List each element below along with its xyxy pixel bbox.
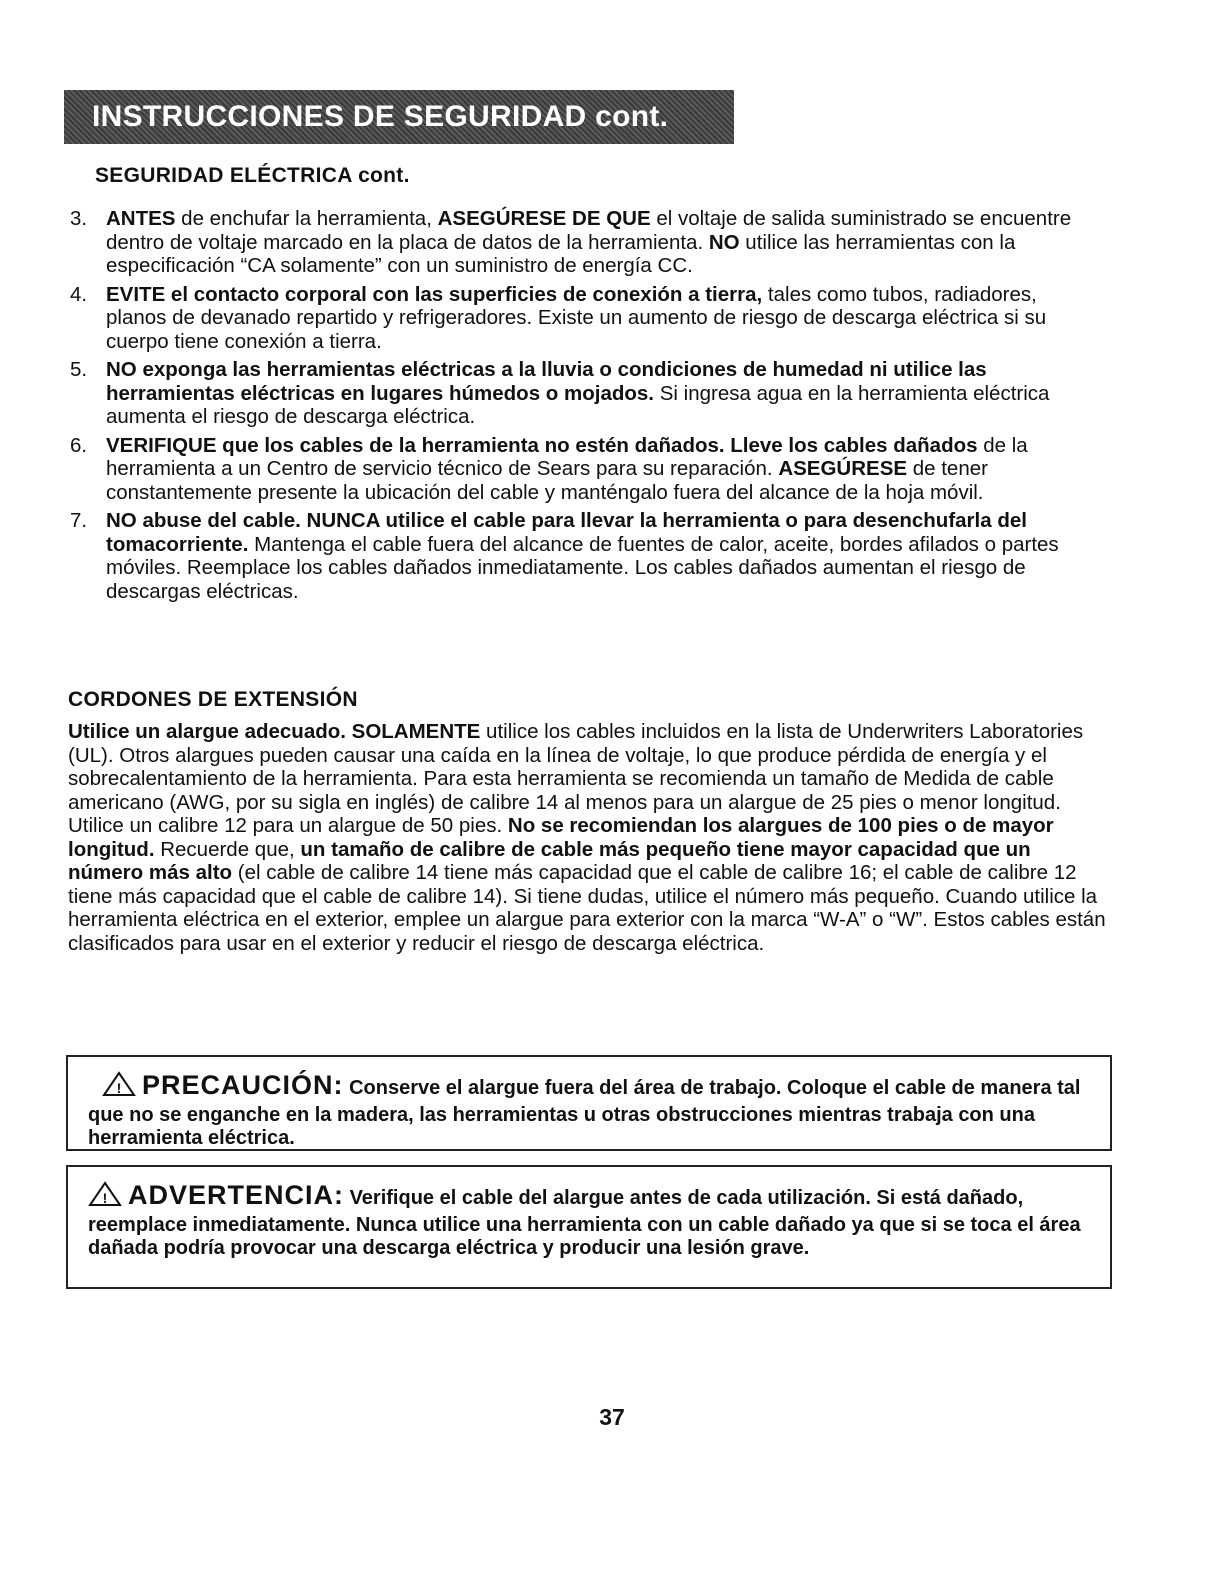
item-number: 3. bbox=[70, 207, 88, 230]
warning-text: Verifique el cable del alargue antes de cada utilización. Si está dañado, reemplace inmediatamente. Nunca utilice una herramienta con un cable dañado ya que si se toca el área dañada podría provocar una descarga eléctrica y producir una lesión grave. bbox=[88, 1187, 1081, 1259]
item-number: 5. bbox=[70, 358, 88, 381]
para-bold: Utilice un alargue adecuado. SOLAMENTE bbox=[68, 720, 481, 743]
list-item bbox=[70, 358, 1100, 429]
warning-label: ADVERTENCIA: bbox=[128, 1180, 345, 1210]
para-text: utilice los cables incluidos en la lista de Underwriters Laboratories (UL). Otros alargues pueden causar una caída en la línea de voltaje, lo que produce pérdida de energía y el sobrecalentamiento de la herramienta. Para esta herramienta se recomienda un tamaño de Medida de cable americano (AWG, por su sigla en inglés) de calibre 14 al menos para un alargue de 25 pies o menor longitud. Utilice un calibre 12 para un alargue de 50 pies. bbox=[68, 720, 1084, 837]
svg-text:!: ! bbox=[102, 1190, 108, 1206]
item-number: 7. bbox=[70, 509, 88, 532]
list-item bbox=[70, 207, 1100, 278]
svg-text:!: ! bbox=[116, 1080, 122, 1096]
para-text: (el cable de calibre 14 tiene más capacidad que el cable de calibre 16; el cable de calibre 12 tiene más capacidad que el cable de calibre 14). Si tiene dudas, utilice el número más pequeño. Cuando utilice la herramienta eléctrica en el exterior, emplee un alargue para exterior con la marca “W-A” o “W”. Estos cables están clasificados para usar en el exterior y reducir el riesgo de descarga eléctrica. bbox=[68, 861, 1106, 955]
item-text: Si ingresa agua en la herramienta eléctrica aumenta el riesgo de descarga eléctrica. bbox=[106, 381, 1050, 428]
item-text: tales como tubos, radiadores, planos de devanado repartido y refrigeradores. Existe un aumento de riesgo de descarga eléctrica si su cuerpo tiene conexión a tierra. bbox=[106, 282, 1047, 353]
extension-cords-heading: CORDONES DE EXTENSIÓN bbox=[68, 688, 358, 711]
item-text: Mantenga el cable fuera del alcance de fuentes de calor, aceite, bordes afilados o partes móviles. Reemplace los cables dañados inmediatamente. Los cables dañados aumentan el riesgo de descargas eléctricas. bbox=[106, 532, 1059, 603]
item-number: 6. bbox=[70, 433, 88, 457]
item-bold: ANTES bbox=[106, 207, 176, 230]
item-bold: NO exponga las herramientas eléctricas a la lluvia o condiciones de humedad ni utilice las herramientas eléctricas en lugares húmedos o mojados. bbox=[106, 358, 987, 405]
electrical-safety-heading: SEGURIDAD ELÉCTRICA cont. bbox=[95, 164, 410, 187]
item-bold: VERIFIQUE que los cables de la herramienta no estén dañados. Lleve los cables dañados bbox=[106, 433, 978, 457]
list-item bbox=[70, 434, 1100, 505]
para-bold: un tamaño de calibre de cable más pequeño tiene mayor capacidad que un número más alto bbox=[68, 837, 1031, 884]
item-text: el voltaje de salida suministrado se encuentre dentro de voltaje marcado en la placa de datos de la herramienta. bbox=[106, 207, 1072, 254]
item-text: de la herramienta a un Centro de servicio técnico de Sears para su reparación. bbox=[106, 433, 1028, 480]
item-bold: ASEGÚRESE DE QUE bbox=[437, 207, 651, 230]
extension-cords-paragraph bbox=[68, 720, 1108, 955]
para-text: Recuerde que, bbox=[154, 837, 301, 861]
para-bold: No se recomiendan los alargues de 100 pies o de mayor longitud. bbox=[68, 814, 1054, 861]
page-number: 37 bbox=[599, 1404, 625, 1430]
item-bold: EVITE el contacto corporal con las superficies de conexión a tierra, bbox=[106, 282, 763, 306]
item-bold: ASEGÚRESE bbox=[778, 457, 908, 480]
list-item bbox=[70, 509, 1100, 603]
warning-triangle-icon bbox=[102, 1071, 136, 1104]
list-item bbox=[70, 283, 1100, 354]
safety-list bbox=[70, 207, 1100, 608]
item-number: 4. bbox=[70, 282, 88, 306]
caution-text: Conserve el alargue fuera del área de trabajo. Coloque el cable de manera tal que no se enganche en la madera, las herramientas u otras obstrucciones mientras trabaja con una herramienta eléctrica. bbox=[88, 1077, 1081, 1149]
item-text: de tener constantemente presente la ubicación del cable y manténgalo fuera del alcance de la hoja móvil. bbox=[106, 457, 988, 504]
warning-triangle-icon bbox=[88, 1181, 122, 1214]
caution-label: PRECAUCIÓN: bbox=[142, 1070, 344, 1100]
item-text: de enchufar la herramienta, bbox=[175, 207, 438, 230]
item-text: utilice las herramientas con la especificación “CA solamente” con un suministro de energía CC. bbox=[106, 230, 1016, 277]
section-banner: INSTRUCCIONES DE SEGURIDAD cont. bbox=[64, 90, 734, 144]
item-bold: NO bbox=[708, 230, 740, 254]
warning-box bbox=[66, 1165, 1112, 1289]
item-bold: NO abuse del cable. NUNCA utilice el cable para llevar la herramienta o para desenchufarla del tomacorriente. bbox=[106, 509, 1027, 556]
caution-box bbox=[66, 1055, 1112, 1151]
